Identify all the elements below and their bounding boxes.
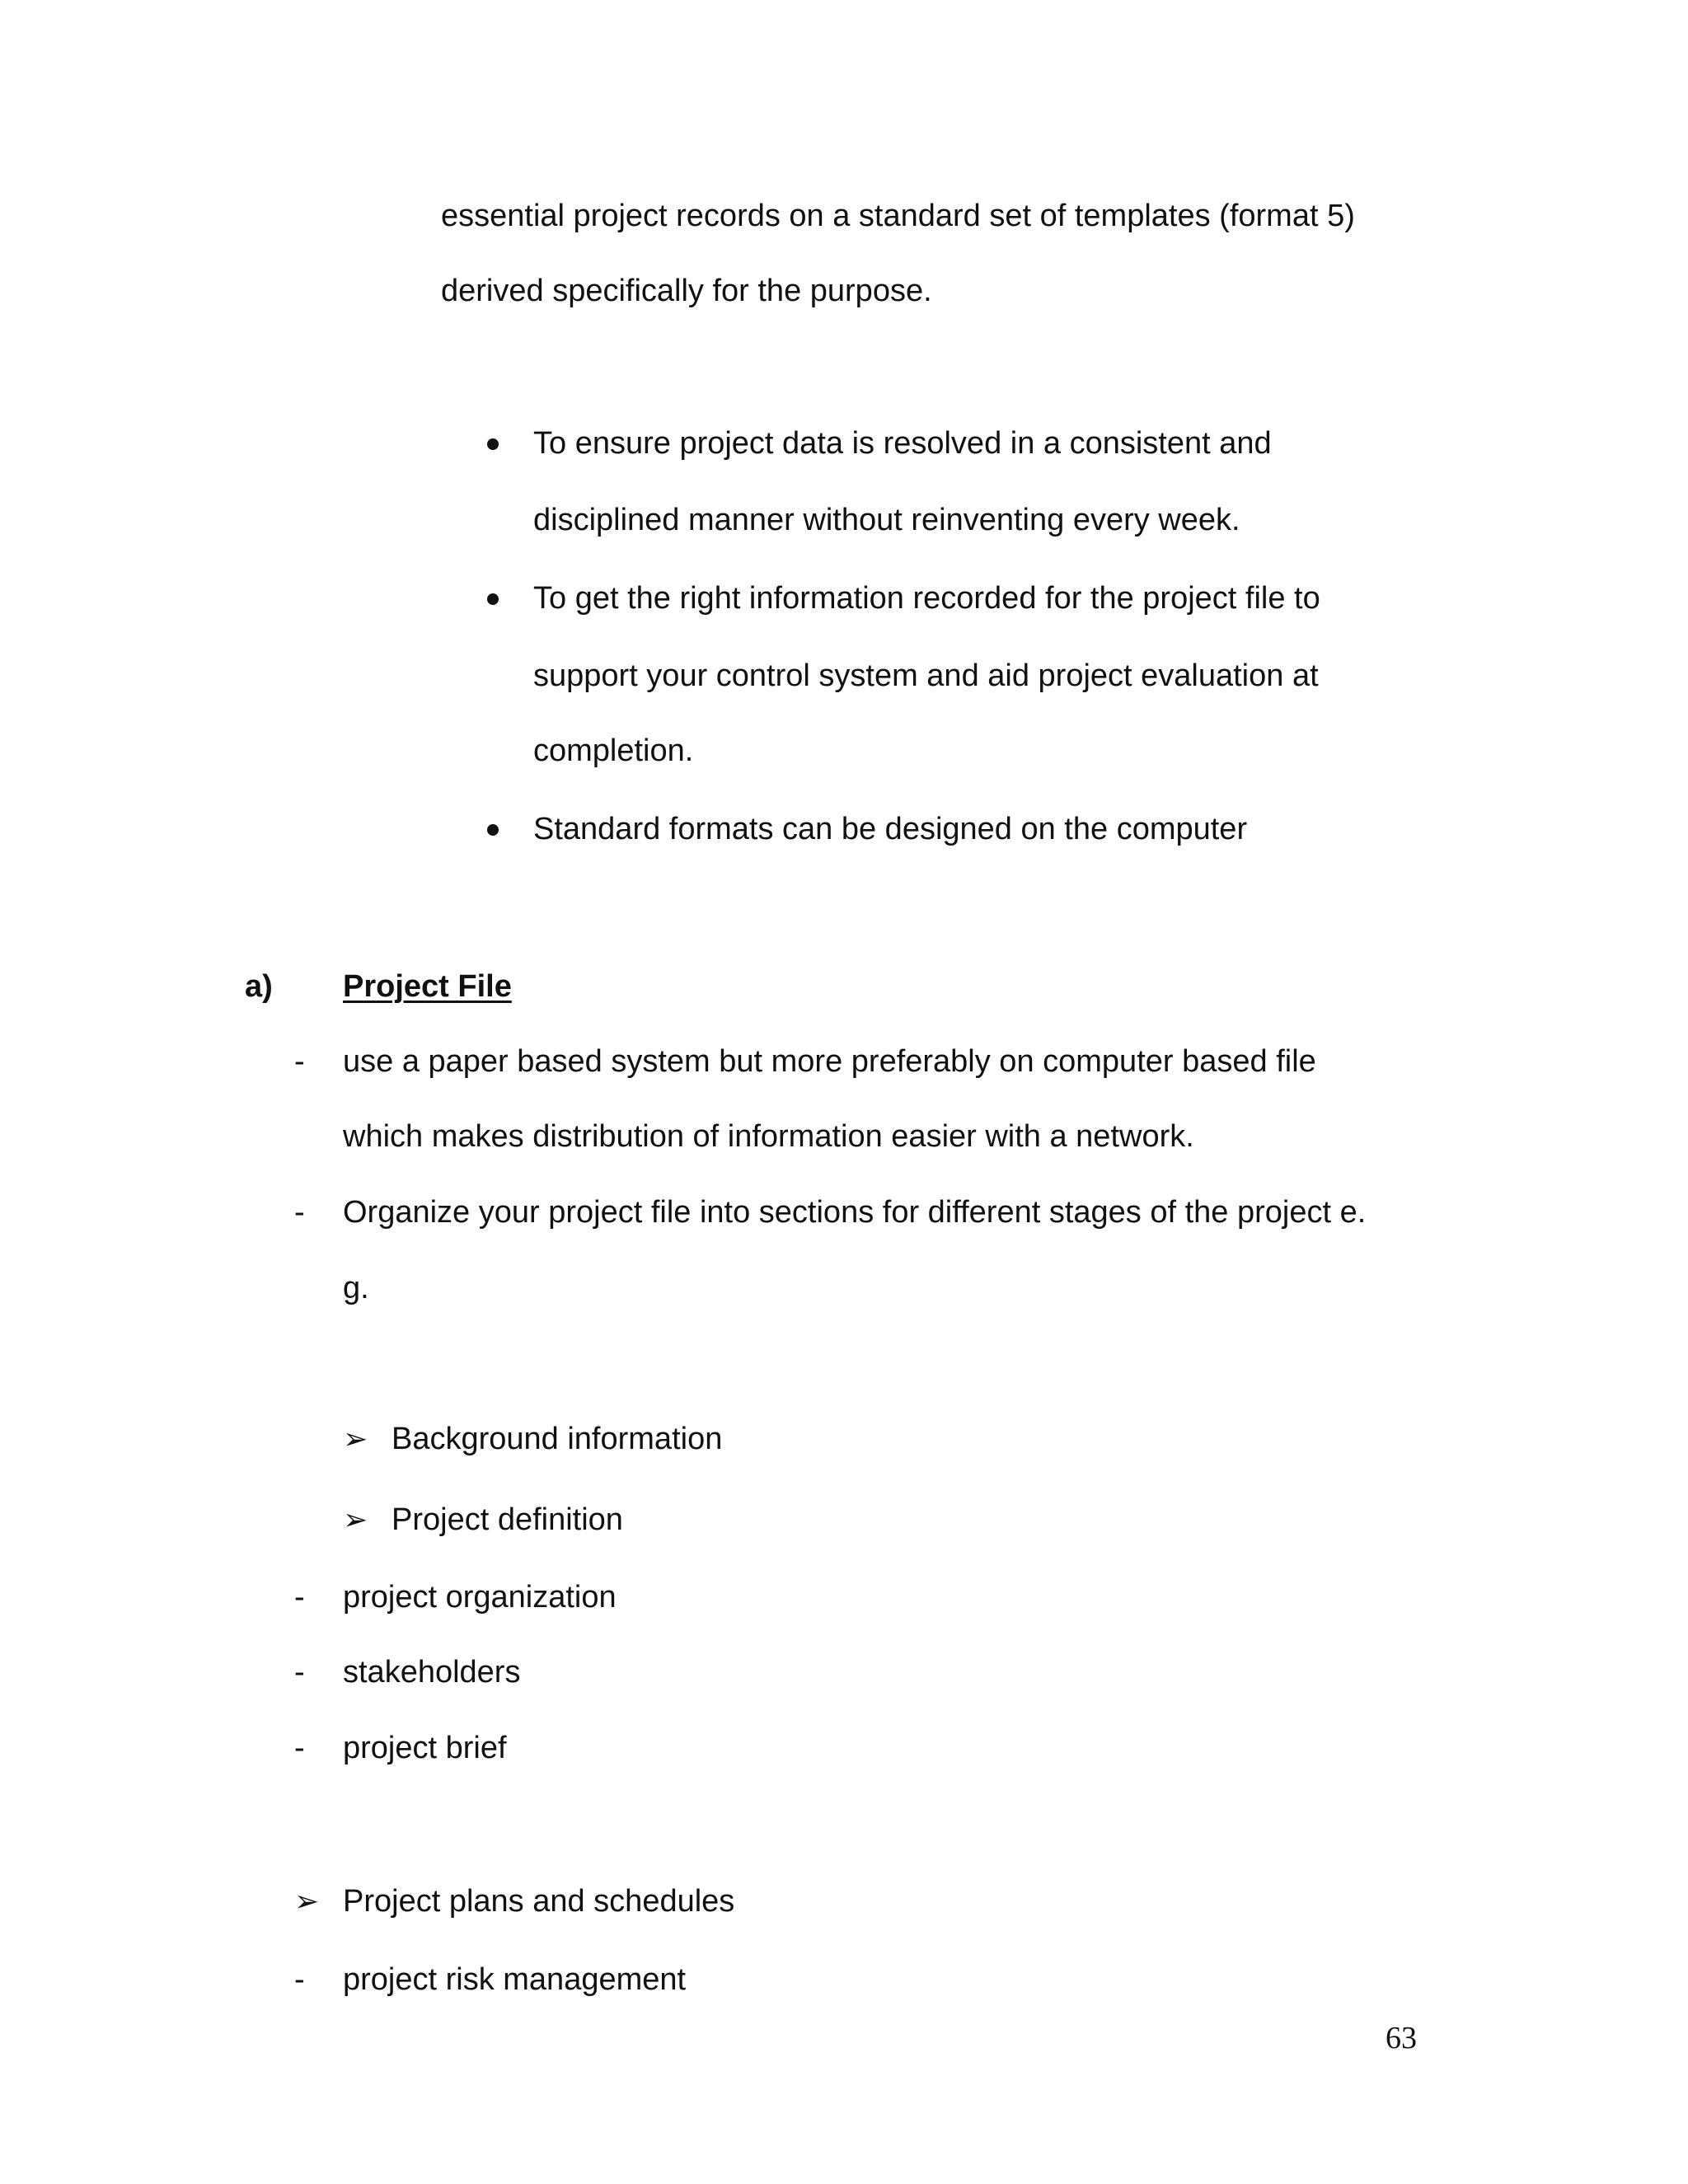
bullet-2-line-3: completion. <box>533 733 694 768</box>
dash-item-3: project organization <box>343 1580 617 1615</box>
arrow-item-2: Project definition <box>392 1502 623 1537</box>
dash-item-2-line-1: Organize your project file into sections for different stages of the project e. <box>343 1195 1367 1230</box>
dash-marker-1: - <box>294 1044 305 1079</box>
arrow-marker-1: ➢ <box>343 1422 368 1455</box>
section-label: a) <box>245 969 273 1004</box>
arrow-item-1: Background information <box>392 1422 723 1456</box>
dash-item-1-line-2: which makes distribution of information easier with a network. <box>343 1119 1194 1154</box>
arrow-item-3: Project plans and schedules <box>343 1884 735 1919</box>
bullet-marker-2 <box>487 593 499 605</box>
dash-marker-3: - <box>294 1580 305 1615</box>
bullet-marker-3 <box>487 824 499 836</box>
dash-item-4: stakeholders <box>343 1655 521 1690</box>
dash-item-6: project risk management <box>343 1962 687 1997</box>
bullet-marker-1 <box>487 438 499 450</box>
bullet-1-line-1: To ensure project data is resolved in a consistent and <box>533 426 1272 461</box>
bullet-2-line-1: To get the right information recorded for the project file to <box>533 581 1320 616</box>
dash-marker-6: - <box>294 1962 305 1997</box>
arrow-marker-3: ➢ <box>294 1884 320 1918</box>
section-title: Project File <box>343 969 512 1004</box>
dash-marker-5: - <box>294 1731 305 1765</box>
dash-marker-2: - <box>294 1195 305 1230</box>
arrow-marker-2: ➢ <box>343 1502 368 1536</box>
bullet-1-line-2: disciplined manner without reinventing every week. <box>533 503 1240 537</box>
dash-item-1-line-1: use a paper based system but more preferably on computer based file <box>343 1044 1316 1079</box>
dash-item-5: project brief <box>343 1731 507 1765</box>
bullet-3-line-1: Standard formats can be designed on the computer <box>533 812 1248 846</box>
intro-line-2: derived specifically for the purpose. <box>441 274 932 308</box>
dash-marker-4: - <box>294 1655 305 1690</box>
page-number: 63 <box>1386 2021 1417 2055</box>
dash-item-2-line-2: g. <box>343 1271 369 1305</box>
bullet-2-line-2: support your control system and aid project evaluation at <box>533 658 1319 693</box>
intro-line-1: essential project records on a standard set of templates (format 5) <box>441 199 1355 233</box>
